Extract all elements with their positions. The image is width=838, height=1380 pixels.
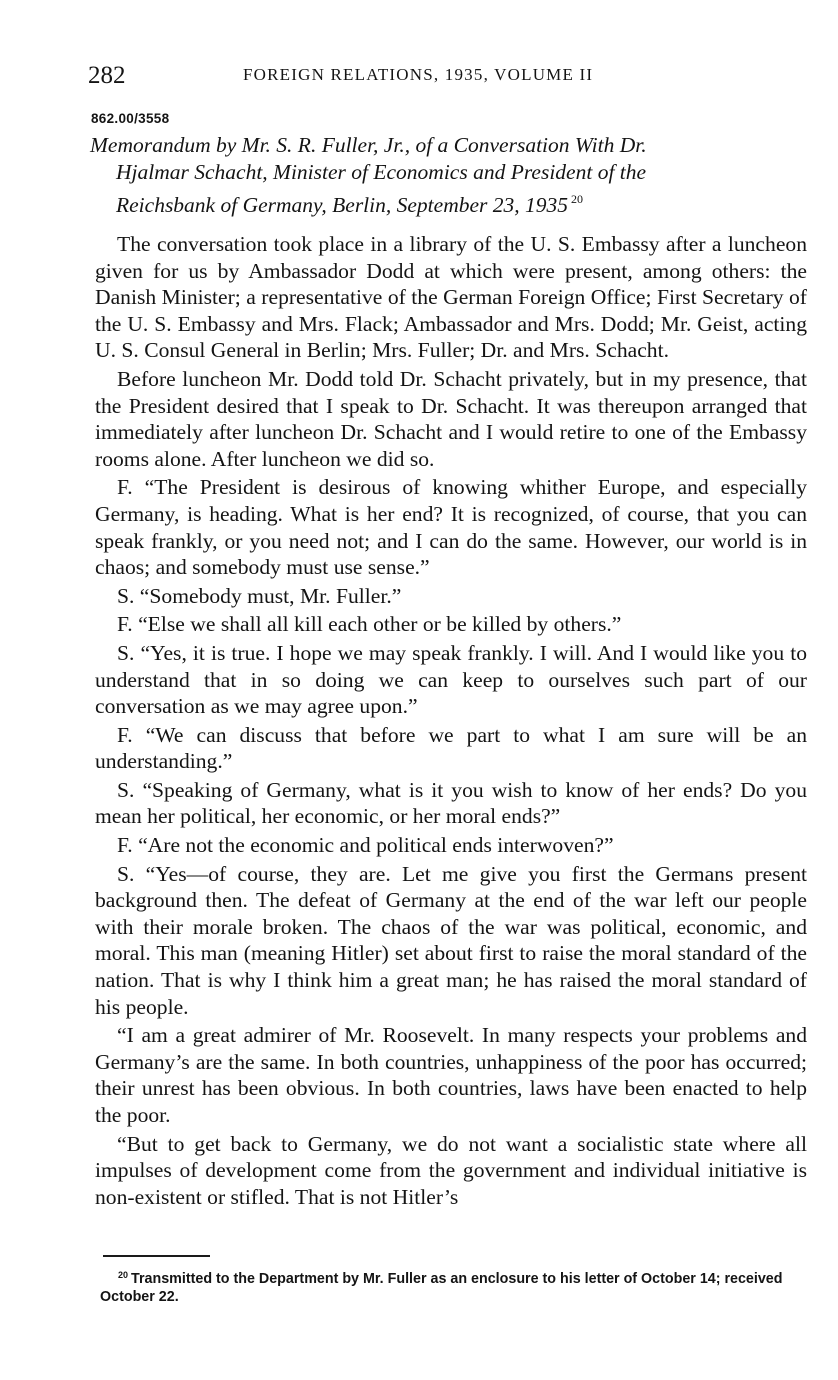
paragraph: “I am a great admirer of Mr. Roosevelt. In many respects your problems and Germany’s are the same. In both countries, unhappiness of the poor has occurred; their unrest has been obvious. In both countries, laws have been enacted to help the poor. <box>95 1023 807 1127</box>
paragraph: S. “Yes, it is true. I hope we may speak frankly. I will. And I would like you to understand that in so doing we can keep to ourselves such part of our conversation as we may agree upon.” <box>95 640 807 719</box>
paragraph: F. “The President is desirous of knowing whither Europe, and especially Germany, is heading. What is her end? It is recognized, of course, that you can speak frankly, or you need not; and I can do the same. However, our world is in chaos; and somebody must use sense.” <box>95 475 807 580</box>
paragraph: The conversation took place in a library of the U. S. Embassy after a luncheon given for us by Ambassador Dodd at which were present, among others: the Danish Minister; a representative of the German Foreign Office; First Secretary of the U. S. Embassy and Mrs. Flack; Ambassador and Mrs. Dodd; Mr. Geist, acting U. S. Consul General in Berlin; Mrs. Fuller; Dr. and Mrs. Schacht. <box>95 232 807 363</box>
footnote-mark: 20 <box>118 1270 129 1280</box>
footnote-reference: 20 <box>571 192 584 206</box>
memo-title-line-3-text: Reichsbank of Germany, Berlin, September 23, 1935 <box>116 193 569 217</box>
paragraph: Before luncheon Mr. Dodd told Dr. Schacht privately, but in my presence, that the President desired that I speak to Dr. Schacht. It was thereupon arranged that immediately after luncheon Dr. Schacht and I would retire to one of the Embassy rooms alone. After luncheon we did so. <box>95 366 807 471</box>
paragraph: S. “Speaking of Germany, what is it you wish to know of her ends? Do you mean her political, her economic, or her moral ends?” <box>95 777 807 829</box>
running-header <box>88 62 808 94</box>
memo-title-line-3 <box>90 186 806 219</box>
file-number: 862.00/3558 <box>91 111 170 126</box>
running-title: FOREIGN RELATIONS, 1935, VOLUME II <box>243 65 594 84</box>
footnote-text: Transmitted to the Department by Mr. Fuller as an enclosure to his letter of October 14; received October 22. <box>100 1271 783 1305</box>
paragraph: “But to get back to Germany, we do not want a socialistic state where all impulses of development come from the government and individual initiative is non-existent or stifled. That is not Hitler’s <box>95 1131 807 1209</box>
paragraph: S. “Yes—of course, they are. Let me give you first the Germans present background then. The defeat of Germany at the end of the war left our people with their morale broken. The chaos of the war was political, economic, and moral. This man (meaning Hitler) set about first to raise the moral standard of the nation. That is why I think him a great man; he has raised the moral standard of his people. <box>95 861 807 1019</box>
footnote-divider <box>103 1255 210 1257</box>
memo-title <box>90 132 806 219</box>
paragraph: F. “Else we shall all kill each other or be killed by others.” <box>117 612 622 637</box>
page-number: 282 <box>88 62 126 89</box>
footnote <box>100 1266 806 1306</box>
memo-title-line-1: Memorandum by Mr. S. R. Fuller, Jr., of a Conversation With Dr. <box>90 133 647 157</box>
memo-body <box>95 231 807 1212</box>
paragraph: S. “Somebody must, Mr. Fuller.” <box>117 583 402 608</box>
paragraph: F. “We can discuss that before we part to what I am sure will be an understanding.” <box>95 722 807 774</box>
memo-title-line-2: Hjalmar Schacht, Minister of Economics and President of the <box>116 160 647 184</box>
paragraph: F. “Are not the economic and political ends interwoven?” <box>117 833 614 858</box>
